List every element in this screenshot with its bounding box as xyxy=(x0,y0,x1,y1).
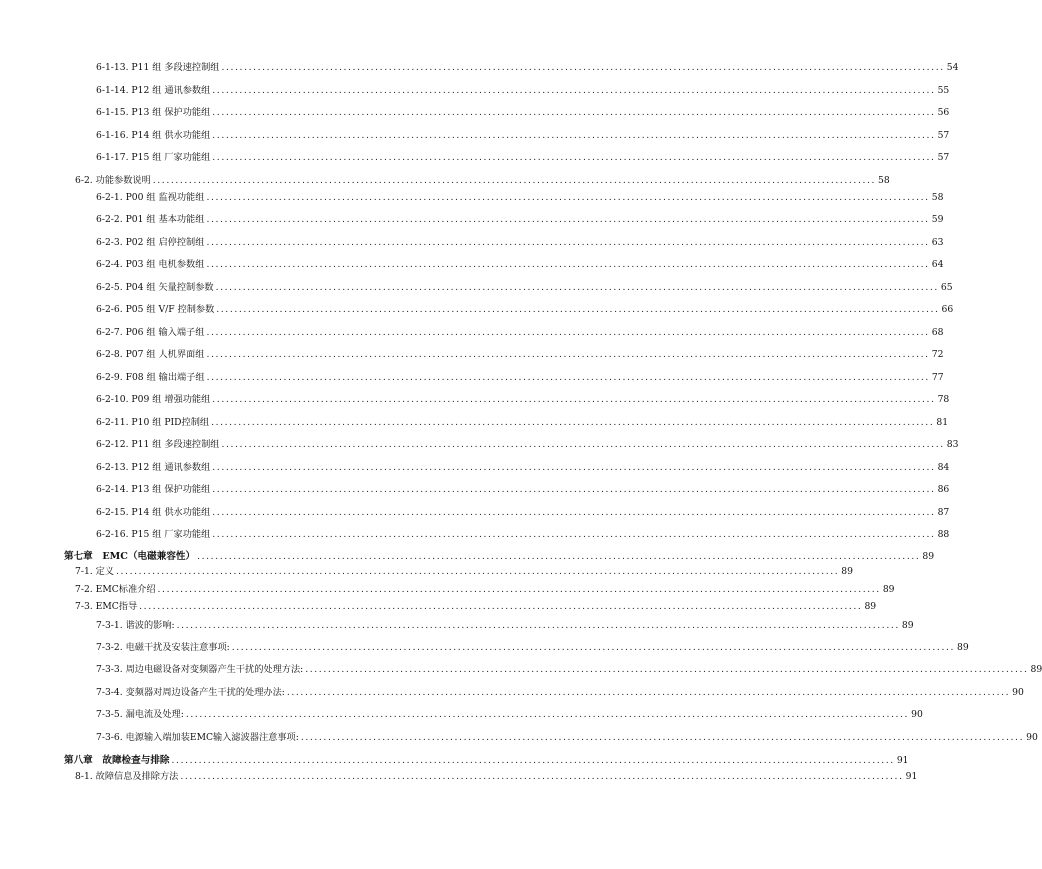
dot-leader: ................................................................................................................................................................ xyxy=(221,439,945,450)
toc-page-number: 86 xyxy=(937,484,950,495)
dot-leader: ................................................................................................................................................................ xyxy=(286,687,1011,698)
toc-page-number: 90 xyxy=(1012,687,1024,698)
dot-leader: ................................................................................................................................................................ xyxy=(212,394,936,405)
toc-page-number: 91 xyxy=(905,771,918,782)
dot-leader: ................................................................................................................................................................ xyxy=(171,755,895,766)
toc-entry-title: 第七章 EMC（电磁兼容性） xyxy=(64,551,196,562)
dot-leader: ................................................................................................................................................................ xyxy=(185,709,910,720)
dot-leader: ................................................................................................................................................................ xyxy=(116,566,840,577)
dot-leader: ................................................................................................................................................................ xyxy=(212,484,936,495)
dot-leader: ................................................................................................................................................................ xyxy=(305,664,1029,675)
toc-entry[interactable] xyxy=(96,107,950,119)
toc-entry-title: 7-3-5. 漏电流及处理: xyxy=(96,709,184,720)
dot-leader: ................................................................................................................................................................ xyxy=(206,259,930,270)
toc-page-number: 89 xyxy=(1030,664,1042,675)
toc-entry-title: 6-1-17. P15 组 厂家功能组 xyxy=(96,152,211,163)
toc-page-number: 56 xyxy=(937,107,950,118)
toc-entry[interactable] xyxy=(75,175,890,187)
toc-page-number: 57 xyxy=(937,130,950,141)
dot-leader: ................................................................................................................................................................ xyxy=(212,462,936,473)
toc-entry-title: 6-2. 功能参数说明 xyxy=(75,175,151,186)
toc-entry-title: 6-2-16. P15 组 厂家功能组 xyxy=(96,529,211,540)
toc-page-number: 55 xyxy=(937,85,950,96)
toc-page-number: 91 xyxy=(896,755,909,766)
toc-page-number: 87 xyxy=(937,507,950,518)
toc-entry[interactable] xyxy=(96,709,923,721)
toc-entry[interactable] xyxy=(96,687,1024,699)
dot-leader: ................................................................................................................................................................ xyxy=(221,62,945,73)
dot-leader: ................................................................................................................................................................ xyxy=(206,349,930,360)
toc-page-number: 84 xyxy=(937,462,950,473)
toc-page-number: 58 xyxy=(931,192,944,203)
toc-entry[interactable] xyxy=(96,529,950,541)
toc-entry-title: 6-2-11. P10 组 PID控制组 xyxy=(96,417,210,428)
toc-entry[interactable] xyxy=(96,462,950,474)
dot-leader: ................................................................................................................................................................ xyxy=(215,282,939,293)
toc-entry-title: 6-2-14. P13 组 保护功能组 xyxy=(96,484,211,495)
toc-page-number: 65 xyxy=(940,282,953,293)
toc-entry-title: 7-3-4. 变频器对周边设备产生干扰的处理办法: xyxy=(96,687,285,698)
toc-entry[interactable] xyxy=(96,439,959,451)
toc-entry[interactable] xyxy=(96,394,950,406)
toc-entry[interactable] xyxy=(96,484,950,496)
dot-leader: ................................................................................................................................................................ xyxy=(212,529,936,540)
dot-leader: ................................................................................................................................................................ xyxy=(180,771,904,782)
toc-entry[interactable] xyxy=(96,327,944,339)
toc-entry[interactable] xyxy=(96,152,950,164)
toc-entry[interactable] xyxy=(96,372,944,384)
toc-entry-title: 7-3-3. 周边电磁设备对变频器产生干扰的处理方法: xyxy=(96,664,304,675)
toc-chapter-entry[interactable] xyxy=(64,551,935,563)
toc-entry[interactable] xyxy=(75,584,895,596)
dot-leader: ................................................................................................................................................................ xyxy=(212,85,936,96)
toc-entry-title: 6-1-14. P12 组 通讯参数组 xyxy=(96,85,211,96)
toc-page-number: 89 xyxy=(957,642,969,653)
dot-leader: ................................................................................................................................................................ xyxy=(216,304,940,315)
toc-entry-title: 7-2. EMC标准介绍 xyxy=(75,584,156,595)
toc-page-number: 81 xyxy=(936,417,949,428)
toc-page-number: 63 xyxy=(931,237,944,248)
toc-page-number: 90 xyxy=(911,709,923,720)
toc-entry[interactable] xyxy=(96,214,944,226)
toc-page-number: 89 xyxy=(922,551,935,562)
toc-page-number: 58 xyxy=(878,175,890,186)
toc-page-number: 68 xyxy=(931,327,944,338)
dot-leader: ................................................................................................................................................................ xyxy=(206,214,930,225)
toc-page-number: 57 xyxy=(937,152,950,163)
dot-leader: ................................................................................................................................................................ xyxy=(212,130,936,141)
toc-entry[interactable] xyxy=(75,566,853,578)
toc-page-number: 89 xyxy=(882,584,895,595)
toc-entry-title: 7-3-6. 电源输入端加装EMC输入滤波器注意事项: xyxy=(96,732,299,743)
toc-entry-title: 7-3. EMC指导 xyxy=(75,601,138,612)
dot-leader: ................................................................................................................................................................ xyxy=(197,551,921,562)
dot-leader: ................................................................................................................................................................ xyxy=(206,327,930,338)
toc-entry[interactable] xyxy=(96,732,1038,744)
toc-chapter-entry[interactable] xyxy=(64,755,909,767)
toc-entry[interactable] xyxy=(96,62,959,74)
toc-entry[interactable] xyxy=(96,620,914,632)
toc-page-number: 66 xyxy=(941,304,954,315)
toc-entry[interactable] xyxy=(96,349,944,361)
toc-entry-title: 6-2-4. P03 组 电机参数组 xyxy=(96,259,205,270)
toc-entry-title: 6-2-6. P05 组 V/F 控制参数 xyxy=(96,304,215,315)
toc-entry[interactable] xyxy=(96,237,944,249)
toc-entry-title: 6-2-8. P07 组 人机界面组 xyxy=(96,349,205,360)
toc-entry[interactable] xyxy=(96,507,950,519)
toc-page-number: 89 xyxy=(901,620,914,631)
toc-page-number: 72 xyxy=(931,349,944,360)
toc-page-number: 77 xyxy=(931,372,944,383)
toc-entry[interactable] xyxy=(96,192,944,204)
dot-leader: ................................................................................................................................................................ xyxy=(212,507,936,518)
toc-entry[interactable] xyxy=(75,771,918,783)
dot-leader: ................................................................................................................................................................ xyxy=(157,584,881,595)
toc-entry-title: 6-2-12. P11 组 多段速控制组 xyxy=(96,439,220,450)
toc-entry[interactable] xyxy=(96,304,954,316)
toc-entry[interactable] xyxy=(96,259,944,271)
dot-leader: ................................................................................................................................................................ xyxy=(211,417,935,428)
toc-entry-title: 7-3-1. 谐波的影响: xyxy=(96,620,175,631)
toc-entry-title: 6-2-13. P12 组 通讯参数组 xyxy=(96,462,211,473)
toc-entry[interactable] xyxy=(75,601,877,613)
toc-entry[interactable] xyxy=(96,130,950,142)
toc-page-number: 90 xyxy=(1026,732,1038,743)
toc-entry[interactable] xyxy=(96,642,969,654)
toc-page-number: 59 xyxy=(931,214,944,225)
dot-leader: ................................................................................................................................................................ xyxy=(300,732,1025,743)
toc-entry-title: 8-1. 故障信息及排除方法 xyxy=(75,771,179,782)
toc-entry-title: 6-2-7. P06 组 输入端子组 xyxy=(96,327,205,338)
toc-entry[interactable] xyxy=(96,664,1042,676)
toc-entry-title: 6-1-13. P11 组 多段速控制组 xyxy=(96,62,220,73)
toc-entry-title: 第八章 故障检查与排除 xyxy=(64,755,170,766)
toc-entry-title: 6-2-1. P00 组 监视功能组 xyxy=(96,192,205,203)
toc-page-number: 54 xyxy=(946,62,959,73)
dot-leader: ................................................................................................................................................................ xyxy=(139,601,863,612)
toc-page-number: 88 xyxy=(937,529,950,540)
toc-entry-title: 7-3-2. 电磁干扰及安装注意事项: xyxy=(96,642,230,653)
dot-leader: ................................................................................................................................................................ xyxy=(212,107,936,118)
toc-entry-title: 6-2-3. P02 组 启停控制组 xyxy=(96,237,205,248)
toc-page-number: 89 xyxy=(864,601,877,612)
dot-leader: ................................................................................................................................................................ xyxy=(206,192,930,203)
toc-page-number: 83 xyxy=(946,439,959,450)
toc-entry-title: 6-2-2. P01 组 基本功能组 xyxy=(96,214,205,225)
dot-leader: ................................................................................................................................................................ xyxy=(152,175,877,186)
dot-leader: ................................................................................................................................................................ xyxy=(206,237,930,248)
dot-leader: ................................................................................................................................................................ xyxy=(231,642,956,653)
dot-leader: ................................................................................................................................................................ xyxy=(206,372,930,383)
toc-entry[interactable] xyxy=(96,85,950,97)
dot-leader: ................................................................................................................................................................ xyxy=(176,620,900,631)
toc-entry-title: 6-2-5. P04 组 矢量控制参数 xyxy=(96,282,214,293)
toc-entry[interactable] xyxy=(96,417,949,429)
toc-page-number: 89 xyxy=(841,566,853,577)
toc-entry-title: 6-1-15. P13 组 保护功能组 xyxy=(96,107,211,118)
dot-leader: ................................................................................................................................................................ xyxy=(212,152,936,163)
toc-page-number: 78 xyxy=(937,394,950,405)
toc-entry-title: 6-2-9. F08 组 输出端子组 xyxy=(96,372,205,383)
toc-entry-title: 6-1-16. P14 组 供水功能组 xyxy=(96,130,211,141)
toc-entry-title: 6-2-10. P09 组 增强功能组 xyxy=(96,394,211,405)
toc-entry-title: 7-1. 定义 xyxy=(75,566,115,577)
toc-page-number: 64 xyxy=(931,259,944,270)
toc-entry[interactable] xyxy=(96,282,953,294)
toc-entry-title: 6-2-15. P14 组 供水功能组 xyxy=(96,507,211,518)
